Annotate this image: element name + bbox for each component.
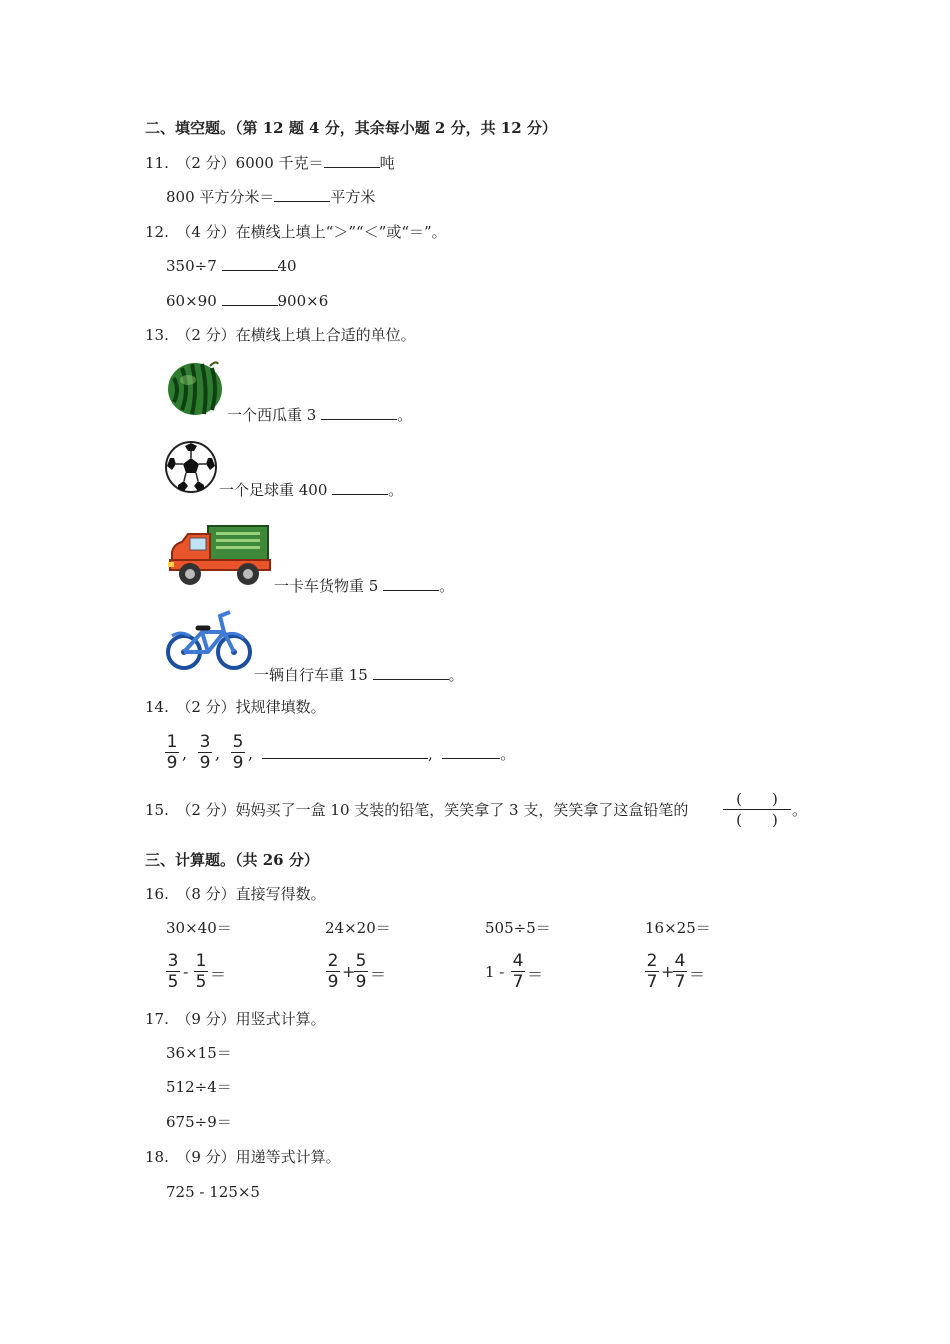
denominator: 9: [199, 753, 211, 773]
numerator: 3: [199, 732, 211, 752]
numerator: 2: [327, 951, 339, 971]
q16-row1-item-4: 16×25＝: [645, 919, 711, 937]
q17-item-2: 512÷4＝: [166, 1078, 232, 1096]
q13-stem: 13. （2 分）在横线上填上合适的单位。: [145, 326, 416, 344]
q13-item-4-text: 一辆自行车重 15: [254, 666, 373, 684]
q14-answers: [262, 744, 515, 764]
denominator: 7: [646, 972, 658, 992]
fraction: [354, 952, 368, 991]
fraction: [673, 952, 687, 991]
q18-stem: 18. （9 分）用递等式计算。: [145, 1148, 341, 1166]
q16-row1-item-3: 505÷5＝: [485, 919, 551, 937]
bicycle-icon: [164, 606, 254, 676]
q12-a-left: 350÷7: [166, 257, 222, 275]
q14-stem: 14. （2 分）找规律填数。: [145, 698, 326, 716]
q13-item-4: [254, 665, 464, 685]
denominator: 5: [167, 972, 179, 992]
section-3-heading: 三、计算题。（共 26 分）: [145, 851, 319, 869]
q11-line1: [145, 153, 395, 173]
numerator: 5: [232, 732, 244, 752]
soccer-ball-icon: [164, 440, 218, 494]
denominator: 7: [674, 972, 686, 992]
equals: ＝: [527, 965, 544, 984]
q12-b-right: 900×6: [277, 292, 329, 310]
q13-item-1-end: 。: [397, 406, 413, 424]
q13-item-2: [219, 480, 403, 500]
watermelon-icon: [166, 358, 226, 418]
comma: ,: [215, 744, 221, 763]
numerator: 5: [355, 951, 367, 971]
q13-item-2-end: 。: [388, 481, 404, 499]
answer-blank[interactable]: [442, 744, 500, 759]
q15-end: 。: [792, 801, 808, 819]
q12-stem: 12. （4 分）在横线上填上“＞”“＜”或“＝”。: [145, 223, 447, 241]
numerator: 1: [195, 951, 207, 971]
q12-a: [166, 256, 297, 276]
paren-bottom: ( ): [736, 811, 778, 829]
q13-item-1-text: 一个西瓜重 3: [227, 406, 322, 424]
comma: ,: [182, 744, 188, 763]
answer-blank[interactable]: [383, 576, 439, 591]
q11-line2-suffix: 平方米: [330, 188, 376, 206]
q13-item-2-text: 一个足球重 400: [219, 481, 333, 499]
answer-blank[interactable]: [222, 256, 278, 271]
fraction: [166, 952, 180, 991]
q11-line2: [166, 187, 375, 207]
answer-blank[interactable]: [222, 291, 278, 306]
q15-text: 15. （2 分）妈妈买了一盒 10 支装的铅笔，笑笑拿了 3 支，笑笑拿了这盒铅笔的: [145, 801, 689, 819]
q11-line1-suffix: 吨: [379, 154, 395, 172]
answer-blank[interactable]: [274, 187, 330, 202]
numerator: 3: [167, 951, 179, 971]
numerator: 4: [512, 951, 524, 971]
q14-end: 。: [500, 745, 516, 763]
fraction: [511, 952, 525, 991]
denominator: 9: [327, 972, 339, 992]
numerator: 2: [646, 951, 658, 971]
denominator: 5: [195, 972, 207, 992]
answer-blank[interactable]: [262, 744, 428, 759]
q12-b: [166, 291, 328, 311]
q18-item-1: 725 - 125×5: [166, 1183, 260, 1201]
answer-blank[interactable]: [332, 480, 388, 495]
q15-fraction-answer[interactable]: [723, 790, 791, 829]
denominator: 7: [512, 972, 524, 992]
q14-fraction-1: [165, 733, 179, 772]
q13-item-3-end: 。: [439, 577, 455, 595]
q14-fraction-3: [231, 733, 245, 772]
equals: ＝: [370, 965, 387, 984]
comma: ,: [428, 745, 433, 763]
q17-item-3: 675÷9＝: [166, 1113, 232, 1131]
paren-top: ( ): [736, 790, 778, 808]
numerator: 4: [674, 951, 686, 971]
equals: ＝: [210, 965, 227, 984]
answer-blank[interactable]: [373, 665, 449, 680]
q11-line1-prefix: 11. （2 分）6000 千克＝: [145, 154, 324, 172]
q16-row1-item-1: 30×40＝: [166, 919, 232, 937]
q12-a-right: 40: [277, 257, 297, 275]
q17-stem: 17. （9 分）用竖式计算。: [145, 1010, 326, 1028]
truck-icon: [166, 522, 272, 588]
fraction: [645, 952, 659, 991]
denominator: 9: [355, 972, 367, 992]
q13-item-1: [227, 405, 412, 425]
q13-item-4-end: 。: [448, 666, 464, 684]
lead-term: 1 -: [485, 963, 505, 981]
q11-line2-prefix: 800 平方分米＝: [166, 188, 275, 206]
numerator: 1: [166, 732, 178, 752]
fraction: [194, 952, 208, 991]
denominator: 9: [166, 753, 178, 773]
equals: ＝: [689, 965, 706, 984]
plus-operator: +: [342, 962, 356, 981]
fraction: [326, 952, 340, 991]
q13-item-3: [274, 576, 454, 596]
plus-operator: +: [661, 962, 675, 981]
q17-item-1: 36×15＝: [166, 1044, 232, 1062]
q12-b-left: 60×90: [166, 292, 222, 310]
answer-blank[interactable]: [321, 405, 397, 420]
q16-stem: 16. （8 分）直接写得数。: [145, 885, 326, 903]
q16-row1-item-2: 24×20＝: [325, 919, 391, 937]
q13-item-3-text: 一卡车货物重 5: [274, 577, 384, 595]
section-2-heading: 二、填空题。（第 12 题 4 分，其余每小题 2 分，共 12 分）: [145, 119, 557, 137]
q14-fraction-2: [198, 733, 212, 772]
answer-blank[interactable]: [324, 153, 380, 168]
denominator: 9: [232, 753, 244, 773]
minus-operator: -: [183, 962, 189, 981]
comma: ,: [248, 744, 254, 763]
